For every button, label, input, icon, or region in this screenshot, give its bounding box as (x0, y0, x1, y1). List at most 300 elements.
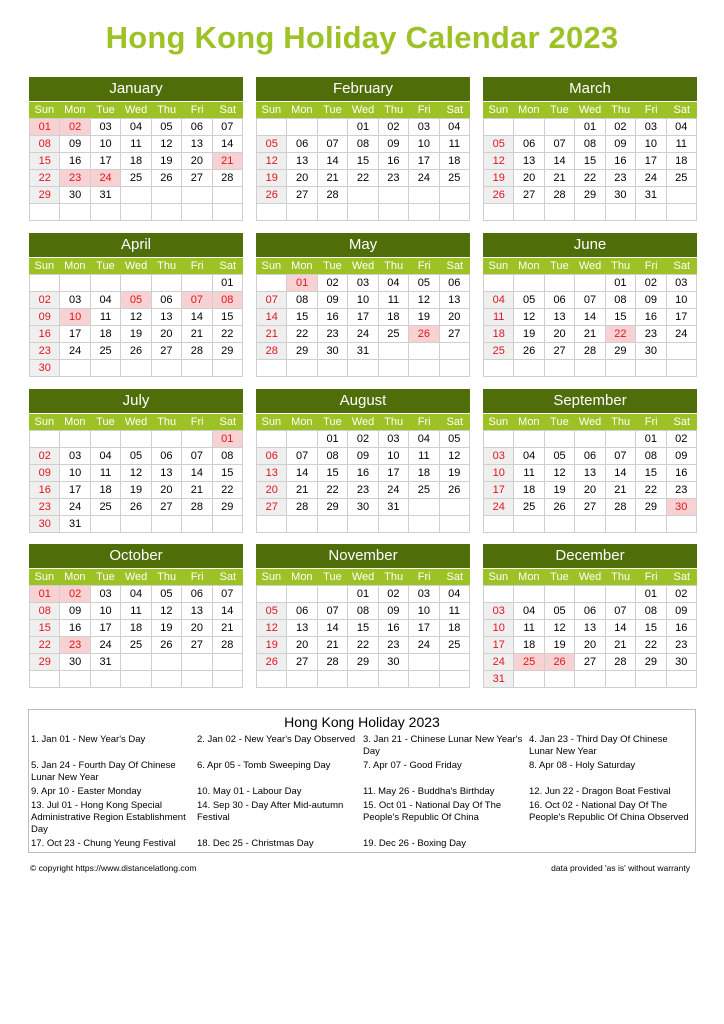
weekday-label: Fri (644, 104, 658, 116)
day-cell (30, 431, 60, 448)
day-cell: 05 (257, 603, 287, 620)
day-cell: 07 (257, 292, 287, 309)
day-cell: 13 (287, 153, 317, 170)
day-cell: 18 (91, 482, 121, 499)
day-cell: 09 (348, 448, 378, 465)
day-cell (121, 671, 151, 688)
day-cell: 28 (318, 187, 348, 204)
day-cell: 17 (484, 637, 514, 654)
day-cell: 12 (121, 309, 151, 326)
day-cell: 20 (287, 637, 317, 654)
day-cell: 24 (379, 482, 409, 499)
day-cell: 22 (606, 326, 636, 343)
weekday-header-row (29, 414, 243, 430)
weekday-label: Thu (157, 104, 177, 116)
month-september (483, 389, 697, 533)
day-cell: 02 (606, 119, 636, 136)
month-header: March (483, 77, 697, 101)
day-cell (545, 119, 575, 136)
day-cell (606, 671, 636, 688)
weekday-header-row (256, 258, 470, 274)
day-cell: 21 (182, 326, 212, 343)
day-cell: 01 (318, 431, 348, 448)
day-cell: 04 (121, 586, 151, 603)
day-cell: 21 (182, 482, 212, 499)
day-cell: 06 (182, 119, 212, 136)
holiday-item: 10. May 01 - Labour Day (197, 786, 302, 797)
weekday-label: Mon (291, 260, 313, 272)
day-cell: 17 (379, 465, 409, 482)
holiday-item: 2. Jan 02 - New Year's Day Observed (197, 734, 356, 745)
day-cell: 07 (545, 136, 575, 153)
day-cell: 16 (348, 465, 378, 482)
day-cell (379, 343, 409, 360)
day-cell: 03 (60, 292, 90, 309)
day-cell: 12 (409, 292, 439, 309)
month-header: November (256, 544, 470, 568)
weekday-label: Wed (351, 104, 375, 116)
day-cell: 28 (287, 499, 317, 516)
day-cell (379, 516, 409, 533)
day-cell: 13 (182, 136, 212, 153)
day-cell (152, 204, 182, 221)
day-cell: 25 (514, 654, 544, 671)
day-cell: 16 (30, 326, 60, 343)
day-cell (121, 431, 151, 448)
weekday-label: Fri (644, 571, 658, 583)
day-cell: 01 (30, 586, 60, 603)
day-cell: 20 (514, 170, 544, 187)
day-cell: 05 (257, 136, 287, 153)
day-cell: 31 (348, 343, 378, 360)
day-grid (256, 274, 470, 377)
day-cell (545, 671, 575, 688)
day-cell: 27 (440, 326, 470, 343)
day-cell: 08 (348, 603, 378, 620)
day-cell (409, 360, 439, 377)
weekday-header-row (29, 569, 243, 585)
day-cell (182, 360, 212, 377)
day-cell: 20 (152, 482, 182, 499)
weekday-label: Tue (323, 104, 342, 116)
weekday-label: Mon (518, 104, 540, 116)
day-cell: 11 (379, 292, 409, 309)
day-cell (379, 204, 409, 221)
weekday-label: Sat (673, 104, 691, 116)
weekday-label: Sat (219, 416, 237, 428)
day-cell (545, 204, 575, 221)
day-cell (318, 360, 348, 377)
day-cell: 11 (440, 603, 470, 620)
weekday-label: Wed (124, 104, 148, 116)
day-cell: 02 (379, 119, 409, 136)
holiday-item: 11. May 26 - Buddha's Birthday (363, 786, 495, 797)
day-cell: 04 (91, 292, 121, 309)
day-cell: 10 (484, 465, 514, 482)
weekday-label: Wed (578, 416, 602, 428)
weekday-label: Sat (219, 104, 237, 116)
holiday-item: 17. Oct 23 - Chung Yeung Festival (31, 838, 176, 849)
day-cell: 12 (121, 465, 151, 482)
day-cell: 02 (318, 275, 348, 292)
day-cell: 16 (379, 620, 409, 637)
holiday-item: 5. Jan 24 - Fourth Day Of Chinese Lunar New Year (31, 760, 176, 783)
day-cell: 06 (575, 603, 605, 620)
day-cell: 03 (409, 119, 439, 136)
day-cell: 14 (545, 153, 575, 170)
day-cell: 27 (287, 187, 317, 204)
weekday-label: Tue (550, 260, 569, 272)
day-cell (152, 360, 182, 377)
day-cell (121, 204, 151, 221)
day-cell: 08 (348, 136, 378, 153)
day-cell: 29 (318, 499, 348, 516)
weekday-label: Mon (291, 571, 313, 583)
weekday-label: Thu (157, 260, 177, 272)
weekday-label: Sun (34, 416, 55, 428)
day-cell: 03 (667, 275, 697, 292)
day-cell: 14 (182, 309, 212, 326)
day-cell: 16 (30, 482, 60, 499)
day-grid (256, 430, 470, 533)
day-cell: 27 (152, 499, 182, 516)
day-cell: 20 (182, 153, 212, 170)
day-grid (256, 585, 470, 688)
day-cell: 23 (379, 170, 409, 187)
day-cell: 14 (213, 136, 243, 153)
day-cell: 02 (60, 586, 90, 603)
month-may (256, 233, 470, 377)
day-cell: 22 (213, 326, 243, 343)
day-cell: 07 (606, 603, 636, 620)
day-cell: 25 (121, 170, 151, 187)
day-cell: 01 (348, 586, 378, 603)
day-cell (213, 654, 243, 671)
day-cell: 05 (121, 292, 151, 309)
day-cell: 26 (257, 654, 287, 671)
holiday-list-box (28, 709, 696, 853)
weekday-label: Fri (417, 260, 431, 272)
month-header: January (29, 77, 243, 101)
day-cell (60, 360, 90, 377)
day-cell (636, 204, 666, 221)
day-cell: 19 (121, 326, 151, 343)
day-cell: 26 (440, 482, 470, 499)
day-cell (348, 360, 378, 377)
month-header: May (256, 233, 470, 257)
month-february (256, 77, 470, 221)
day-cell (60, 671, 90, 688)
day-cell: 11 (121, 136, 151, 153)
holiday-item: 4. Jan 23 - Third Day Of Chinese Lunar New Year (529, 734, 668, 757)
day-cell (213, 187, 243, 204)
day-grid (483, 118, 697, 221)
day-cell (545, 360, 575, 377)
weekday-label: Sat (673, 260, 691, 272)
day-cell: 15 (575, 153, 605, 170)
day-cell: 20 (545, 326, 575, 343)
day-cell: 12 (257, 153, 287, 170)
day-cell: 26 (484, 187, 514, 204)
day-cell (60, 431, 90, 448)
day-cell: 18 (121, 620, 151, 637)
day-cell: 13 (575, 465, 605, 482)
day-cell: 30 (318, 343, 348, 360)
day-cell (318, 204, 348, 221)
weekday-label: Thu (611, 416, 631, 428)
day-cell: 13 (575, 620, 605, 637)
weekday-label: Thu (611, 104, 631, 116)
weekday-label: Wed (578, 571, 602, 583)
day-cell: 30 (379, 654, 409, 671)
day-cell (440, 654, 470, 671)
day-cell (575, 516, 605, 533)
day-cell: 16 (60, 620, 90, 637)
weekday-label: Thu (384, 260, 404, 272)
day-cell (91, 204, 121, 221)
day-cell (409, 343, 439, 360)
day-cell (667, 343, 697, 360)
day-cell (606, 516, 636, 533)
day-cell (121, 516, 151, 533)
day-cell: 12 (440, 448, 470, 465)
warranty-footer: data provided 'as is' without warranty (551, 863, 690, 873)
day-cell (484, 119, 514, 136)
day-grid (29, 274, 243, 377)
day-cell: 08 (30, 603, 60, 620)
day-cell: 24 (484, 499, 514, 516)
day-cell (514, 360, 544, 377)
day-cell (409, 187, 439, 204)
day-cell: 08 (30, 136, 60, 153)
weekday-label: Wed (578, 260, 602, 272)
weekday-label: Sat (446, 571, 464, 583)
day-cell: 01 (348, 119, 378, 136)
day-cell: 26 (152, 170, 182, 187)
day-cell: 21 (257, 326, 287, 343)
weekday-label: Sat (673, 571, 691, 583)
day-cell: 17 (91, 620, 121, 637)
day-cell: 01 (636, 586, 666, 603)
day-cell: 08 (213, 448, 243, 465)
day-cell: 22 (636, 482, 666, 499)
weekday-label: Wed (124, 260, 148, 272)
day-cell (348, 204, 378, 221)
day-cell (440, 671, 470, 688)
day-cell (60, 204, 90, 221)
month-header: June (483, 233, 697, 257)
day-cell (514, 119, 544, 136)
day-cell (575, 671, 605, 688)
day-cell (514, 275, 544, 292)
day-cell (182, 187, 212, 204)
day-cell: 20 (152, 326, 182, 343)
month-june (483, 233, 697, 377)
day-cell: 29 (606, 343, 636, 360)
day-cell: 14 (575, 309, 605, 326)
day-cell: 24 (409, 170, 439, 187)
day-cell: 04 (514, 448, 544, 465)
day-cell: 20 (287, 170, 317, 187)
weekday-header-row (483, 102, 697, 118)
day-cell (152, 187, 182, 204)
day-cell (287, 360, 317, 377)
weekday-label: Tue (550, 104, 569, 116)
holiday-item: 6. Apr 05 - Tomb Sweeping Day (197, 760, 331, 771)
month-header: April (29, 233, 243, 257)
day-cell: 19 (257, 170, 287, 187)
day-cell: 17 (636, 153, 666, 170)
day-cell: 15 (213, 465, 243, 482)
day-cell (287, 204, 317, 221)
day-cell (575, 586, 605, 603)
weekday-header-row (483, 258, 697, 274)
day-cell: 11 (484, 309, 514, 326)
day-cell: 03 (484, 603, 514, 620)
day-cell: 08 (575, 136, 605, 153)
day-cell: 21 (287, 482, 317, 499)
day-cell: 14 (213, 603, 243, 620)
day-cell: 15 (213, 309, 243, 326)
day-cell: 19 (545, 482, 575, 499)
day-cell (545, 431, 575, 448)
day-cell: 01 (606, 275, 636, 292)
holiday-item: 19. Dec 26 - Boxing Day (363, 838, 466, 849)
day-cell: 16 (606, 153, 636, 170)
day-cell: 29 (30, 187, 60, 204)
day-cell: 02 (667, 431, 697, 448)
day-cell: 11 (409, 448, 439, 465)
day-cell: 15 (318, 465, 348, 482)
day-cell: 14 (606, 620, 636, 637)
day-cell: 01 (636, 431, 666, 448)
day-cell (91, 275, 121, 292)
weekday-header-row (29, 258, 243, 274)
day-cell: 23 (667, 637, 697, 654)
day-cell: 26 (409, 326, 439, 343)
day-cell: 25 (440, 170, 470, 187)
day-cell: 24 (60, 499, 90, 516)
day-cell: 01 (575, 119, 605, 136)
month-march (483, 77, 697, 221)
day-cell (606, 204, 636, 221)
day-cell: 19 (257, 637, 287, 654)
day-cell: 15 (636, 465, 666, 482)
day-cell: 09 (30, 465, 60, 482)
day-cell: 29 (287, 343, 317, 360)
day-cell: 13 (287, 620, 317, 637)
day-cell (318, 516, 348, 533)
copyright-footer: © copyright https://www.distancelatlong.com (30, 863, 197, 873)
day-cell: 02 (60, 119, 90, 136)
day-cell: 09 (667, 603, 697, 620)
day-cell: 10 (91, 603, 121, 620)
day-cell: 12 (514, 309, 544, 326)
day-cell: 07 (182, 292, 212, 309)
day-cell: 10 (91, 136, 121, 153)
day-cell: 13 (514, 153, 544, 170)
weekday-label: Wed (351, 416, 375, 428)
weekday-label: Sat (446, 260, 464, 272)
day-cell: 18 (409, 465, 439, 482)
day-cell: 03 (91, 586, 121, 603)
month-april (29, 233, 243, 377)
day-cell: 23 (30, 499, 60, 516)
weekday-label: Mon (64, 571, 86, 583)
day-cell: 05 (121, 448, 151, 465)
day-cell: 06 (287, 136, 317, 153)
weekday-label: Sun (488, 104, 509, 116)
day-cell: 24 (348, 326, 378, 343)
weekday-label: Mon (64, 260, 86, 272)
day-cell: 12 (152, 603, 182, 620)
day-cell (514, 671, 544, 688)
day-cell: 31 (484, 671, 514, 688)
month-august (256, 389, 470, 533)
day-cell (152, 431, 182, 448)
day-cell (379, 671, 409, 688)
day-cell (257, 431, 287, 448)
day-cell: 16 (318, 309, 348, 326)
day-cell: 05 (152, 586, 182, 603)
weekday-label: Tue (550, 416, 569, 428)
day-cell: 03 (484, 448, 514, 465)
day-cell (484, 431, 514, 448)
day-cell (514, 431, 544, 448)
day-cell: 03 (91, 119, 121, 136)
weekday-label: Mon (518, 260, 540, 272)
weekday-label: Mon (64, 104, 86, 116)
day-cell (182, 275, 212, 292)
day-cell: 15 (30, 620, 60, 637)
day-cell (91, 516, 121, 533)
day-cell: 11 (667, 136, 697, 153)
day-cell: 04 (91, 448, 121, 465)
day-cell: 08 (636, 448, 666, 465)
day-cell: 31 (91, 654, 121, 671)
day-cell: 10 (409, 603, 439, 620)
day-cell: 14 (287, 465, 317, 482)
day-cell: 30 (636, 343, 666, 360)
holiday-item: 3. Jan 21 - Chinese Lunar New Year's Day (363, 734, 523, 757)
day-cell (30, 204, 60, 221)
day-cell: 13 (182, 603, 212, 620)
day-cell: 31 (91, 187, 121, 204)
day-cell: 21 (318, 637, 348, 654)
day-cell (440, 360, 470, 377)
weekday-label: Thu (384, 571, 404, 583)
weekday-label: Mon (518, 571, 540, 583)
day-cell: 07 (575, 292, 605, 309)
day-cell: 07 (318, 136, 348, 153)
weekday-label: Sun (261, 571, 282, 583)
day-cell: 17 (60, 482, 90, 499)
day-cell (606, 431, 636, 448)
day-cell: 26 (121, 499, 151, 516)
day-cell: 23 (318, 326, 348, 343)
day-cell: 15 (287, 309, 317, 326)
day-cell: 31 (379, 499, 409, 516)
day-cell (152, 516, 182, 533)
day-cell (257, 586, 287, 603)
day-cell (667, 204, 697, 221)
day-cell (287, 119, 317, 136)
day-cell: 15 (30, 153, 60, 170)
day-cell: 29 (213, 343, 243, 360)
day-cell (440, 516, 470, 533)
day-cell: 14 (606, 465, 636, 482)
holiday-item: 1. Jan 01 - New Year's Day (31, 734, 146, 745)
